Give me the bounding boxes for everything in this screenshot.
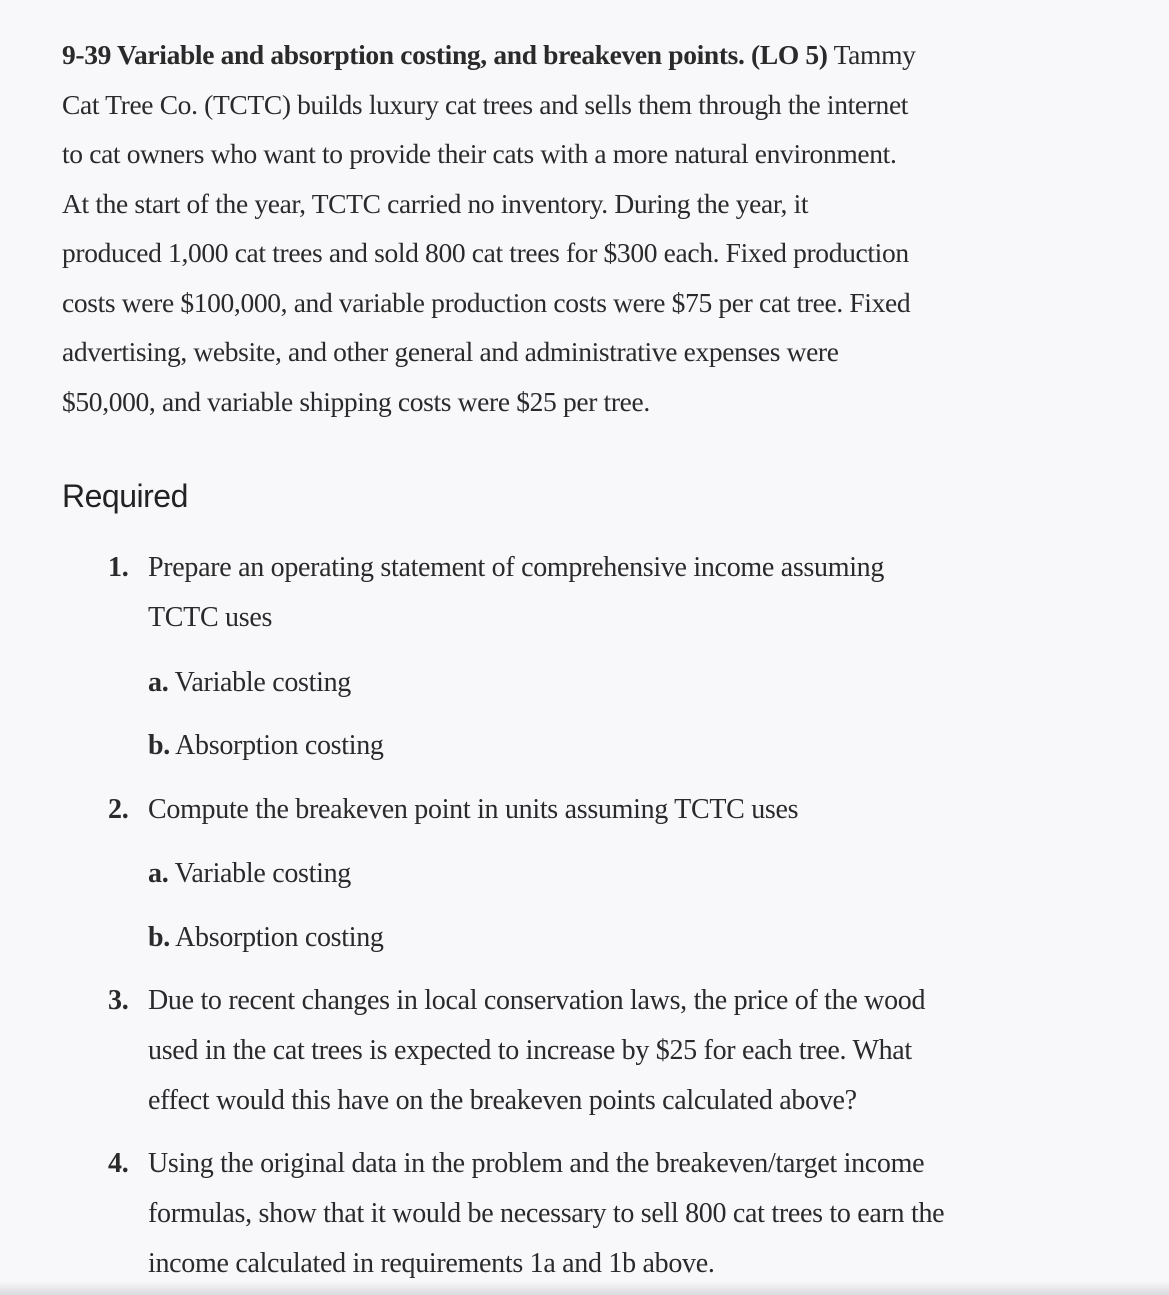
requirement-1a [148, 667, 351, 699]
intro-line-1: 9-39 Variable and absorption costing, and breakeven points. (LO 5) Tammy [62, 39, 916, 70]
bottom-edge-shadow [0, 1281, 1169, 1295]
requirement-2b [148, 922, 384, 954]
required-heading: Required [62, 478, 188, 514]
requirement-1b [148, 730, 384, 762]
requirement-4-line-3: income calculated in requirements 1a and 1b above. [148, 1248, 715, 1279]
requirement-number: 1. [108, 552, 129, 583]
requirement-number: 2. [108, 794, 129, 825]
sub-text: Variable costing [174, 667, 351, 698]
requirement-3-line-2: used in the cat trees is expected to increase by $25 for each tree. What [148, 1035, 912, 1066]
intro-line-5: produced 1,000 cat trees and sold 800 cat trees for $300 each. Fixed production [62, 237, 909, 268]
sub-text: Absorption costing [175, 922, 384, 953]
requirement-1-line-2: TCTC uses [148, 602, 273, 633]
sub-text: Variable costing [174, 858, 351, 889]
intro-line-4: At the start of the year, TCTC carried no inventory. During the year, it [62, 187, 809, 219]
intro-line-3: to cat owners who want to provide their cats with a more natural environment. [62, 138, 897, 169]
intro-line-2: Cat Tree Co. (TCTC) builds luxury cat trees and sells them through the internet [62, 88, 909, 120]
sub-text: Absorption costing [175, 730, 384, 761]
intro-line-7: advertising, website, and other general and administrative expenses were [62, 336, 839, 367]
requirement-number: 3. [108, 985, 129, 1016]
requirement-4-line-2: formulas, show that it would be necessary to sell 800 cat trees to earn the [148, 1198, 945, 1229]
intro-line-8: $50,000, and variable shipping costs were $25 per tree. [62, 385, 650, 417]
requirement-3-line-3: effect would this have on the breakeven points calculated above? [148, 1085, 857, 1116]
sub-label: a. [148, 667, 169, 698]
problem-title: 9-39 Variable and absorption costing, and breakeven points. (LO 5) [62, 39, 828, 70]
sub-label: b. [148, 730, 170, 761]
requirement-2a [148, 858, 351, 890]
sub-label: b. [148, 922, 170, 953]
intro-line-6: costs were $100,000, and variable production costs were $75 per cat tree. Fixed [62, 286, 911, 318]
requirement-number: 4. [108, 1148, 129, 1179]
sub-label: a. [148, 858, 169, 889]
problem-statement [62, 30, 1122, 426]
